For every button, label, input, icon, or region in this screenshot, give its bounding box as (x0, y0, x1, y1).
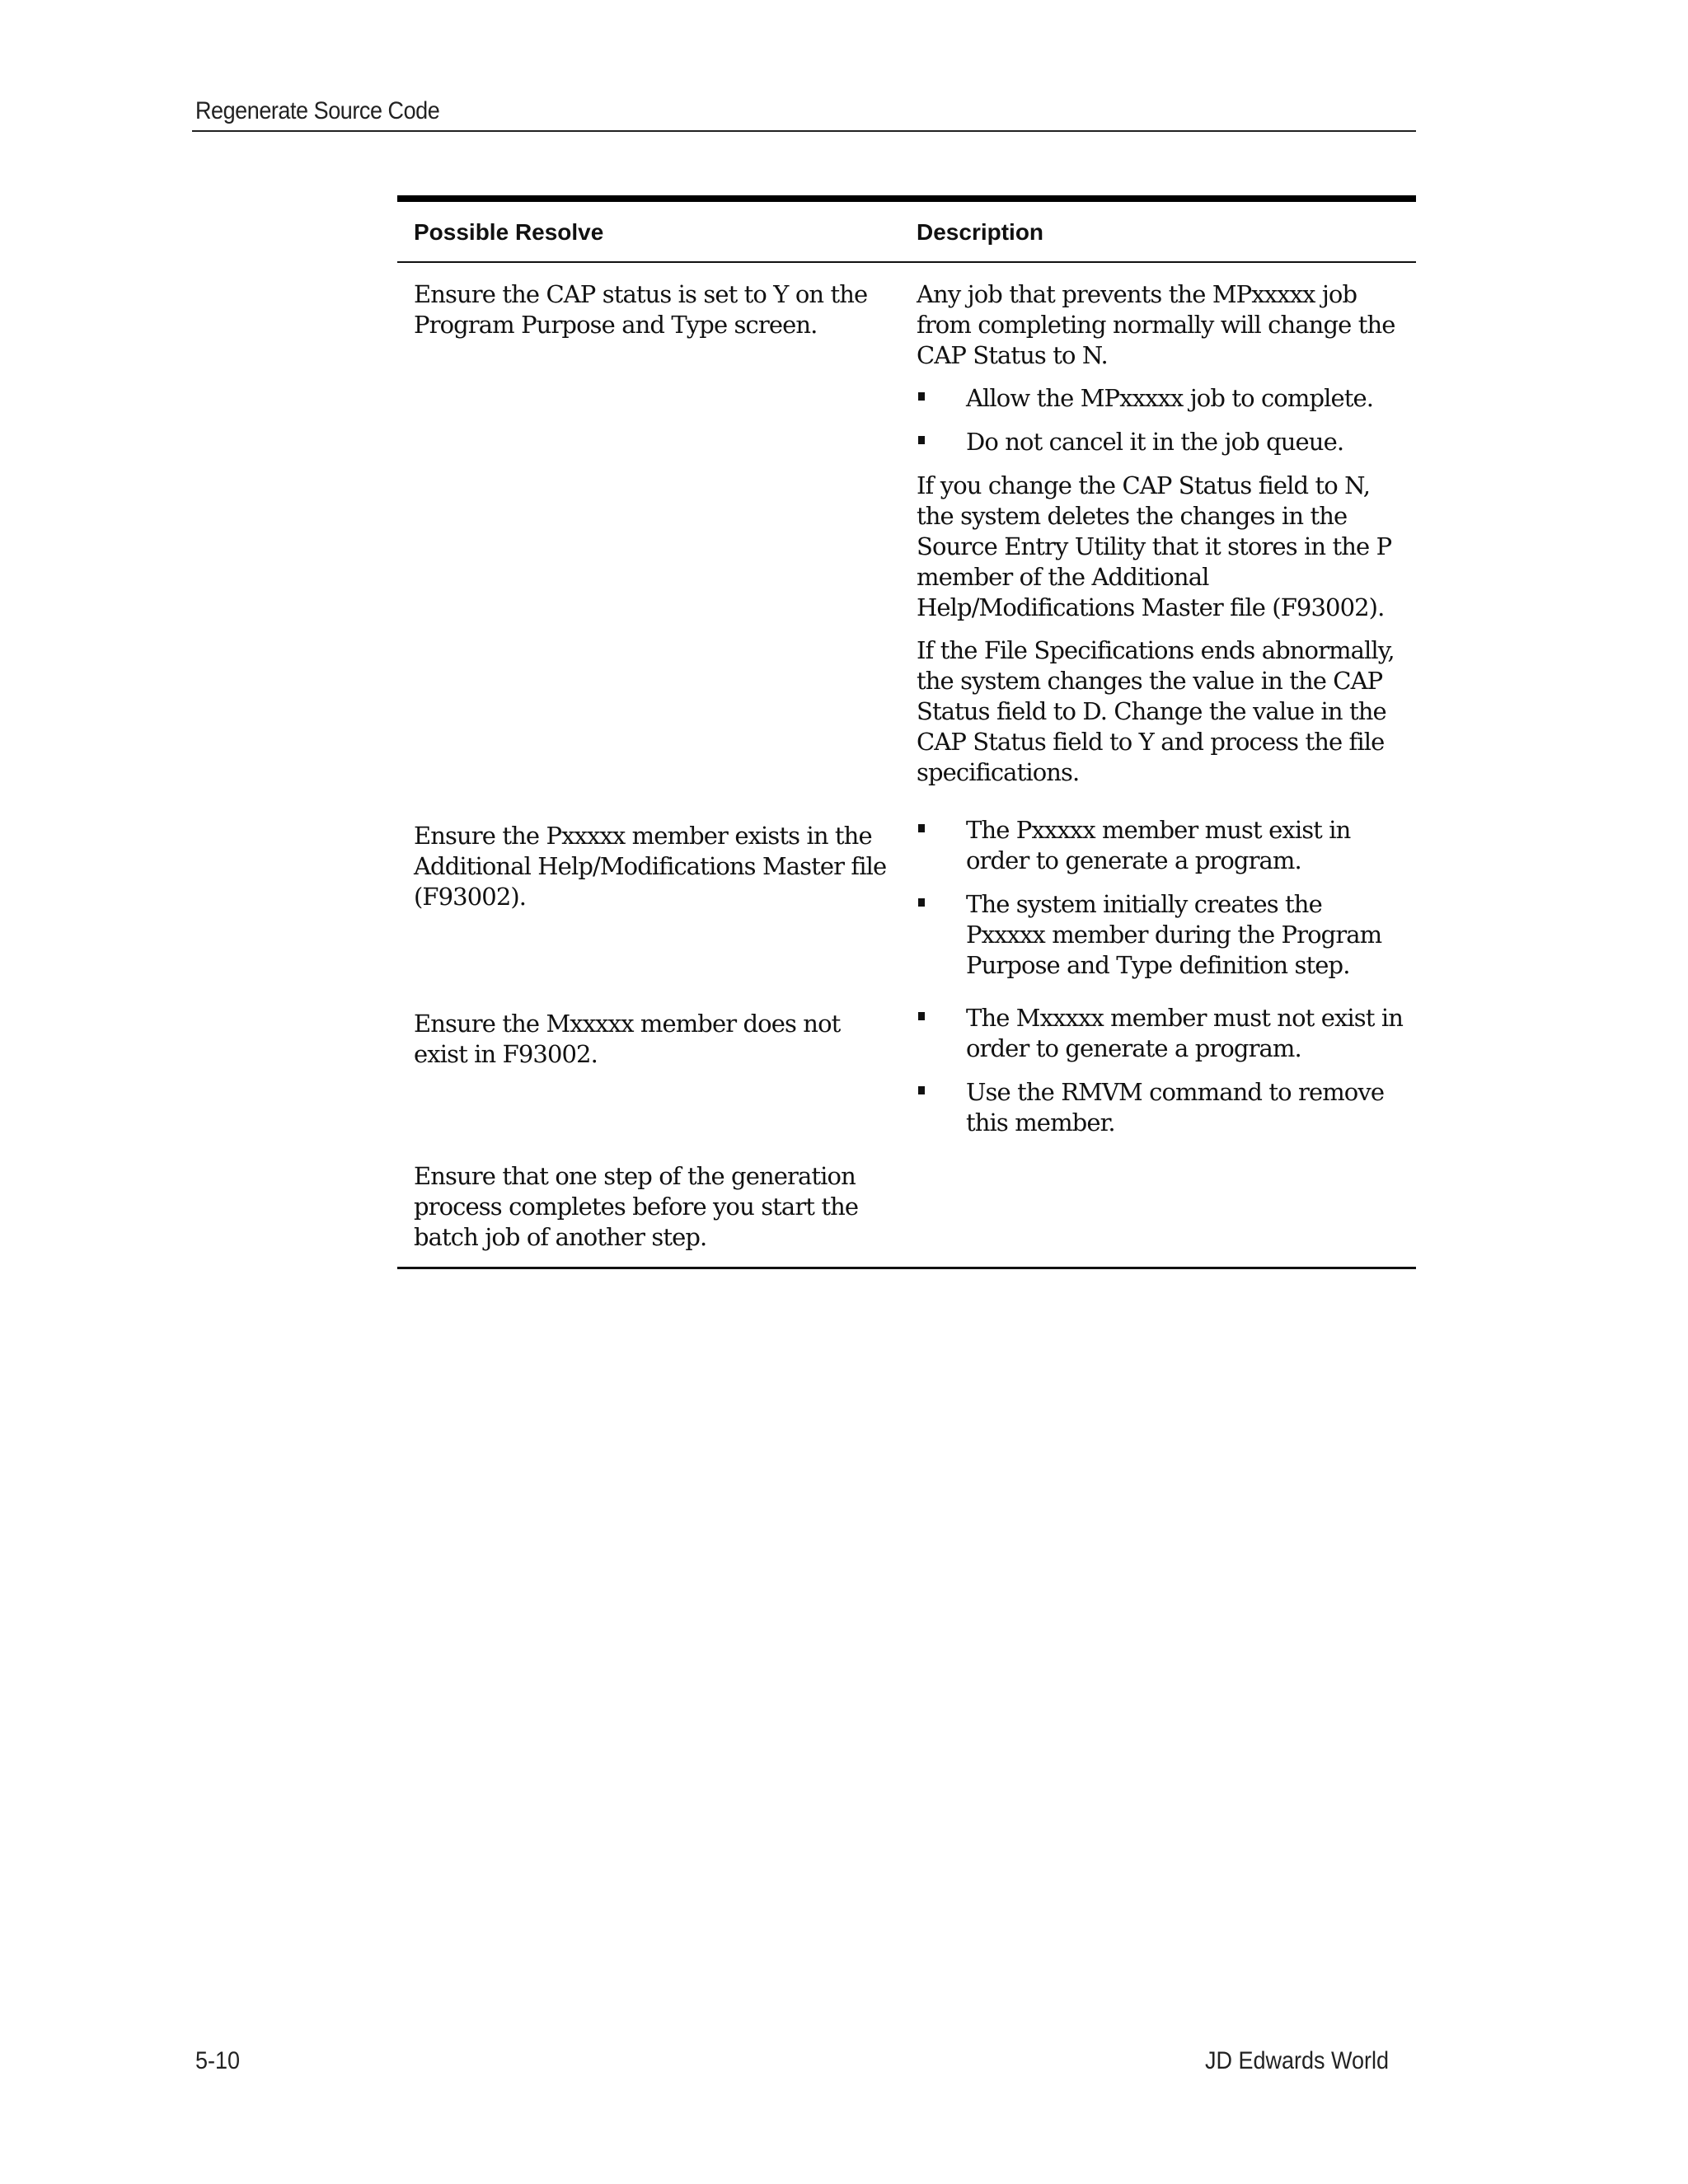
table-header-row (397, 202, 1416, 261)
description-bullet: Use the RMVM command to remove this member. (917, 1077, 1407, 1138)
table-row (397, 1003, 1416, 1161)
description-paragraph: Any job that prevents the MPxxxxx job from completing normally will change the CAP Status to N. (917, 280, 1395, 369)
description-bullet: The system initially creates the Pxxxxx member during the Program Purpose and Type definition step. (917, 889, 1407, 981)
resolve-text: Ensure the Mxxxxx member does not exist in F93002. (414, 1010, 841, 1068)
resolve-table (397, 195, 1416, 1269)
resolve-text: Ensure the CAP status is set to Y on the Program Purpose and Type screen. (414, 280, 868, 339)
description-paragraph: If you change the CAP Status field to N, the system deletes the changes in the Source Entry Utility that it stores in the P member of the Additional Help/Modifications Master file (F93002). (917, 471, 1392, 621)
bullet-square-icon (918, 1086, 925, 1094)
bullet-square-icon (918, 824, 925, 832)
bullet-square-icon (918, 1012, 925, 1020)
bullet-square-icon (918, 392, 925, 401)
page-number: 5-10 (195, 2047, 241, 2074)
bullet-square-icon (918, 898, 925, 907)
resolve-text: Ensure that one step of the generation process completes before you start the batch job of another step. (414, 1162, 859, 1251)
table-top-rule (397, 195, 1416, 202)
description-bullet: Allow the MPxxxxx job to complete. (917, 383, 1407, 414)
table-bottom-rule (397, 1267, 1416, 1269)
header-rule (192, 130, 1416, 132)
description-paragraph: If the File Specifications ends abnormally, the system changes the value in the CAP Status field to D. Change the value in the CAP Status field to Y and process the file specifications. (917, 636, 1395, 786)
description-bullet: The Pxxxxx member must exist in order to generate a program. (917, 815, 1407, 876)
footer-product-name: JD Edwards World (1205, 2047, 1390, 2074)
column-header-description: Description (917, 219, 1044, 245)
running-header-title: Regenerate Source Code (195, 97, 440, 124)
description-bullet: Do not cancel it in the job queue. (917, 427, 1407, 457)
column-header-possible-resolve: Possible Resolve (414, 219, 604, 245)
table-row (397, 1161, 1416, 1267)
description-bullet: The Mxxxxx member must not exist in order to generate a program. (917, 1003, 1407, 1064)
bullet-square-icon (918, 436, 925, 444)
table-row (397, 263, 1416, 815)
table-row (397, 815, 1416, 1003)
resolve-text: Ensure the Pxxxxx member exists in the Additional Help/Modifications Master file (F93002). (414, 822, 887, 911)
